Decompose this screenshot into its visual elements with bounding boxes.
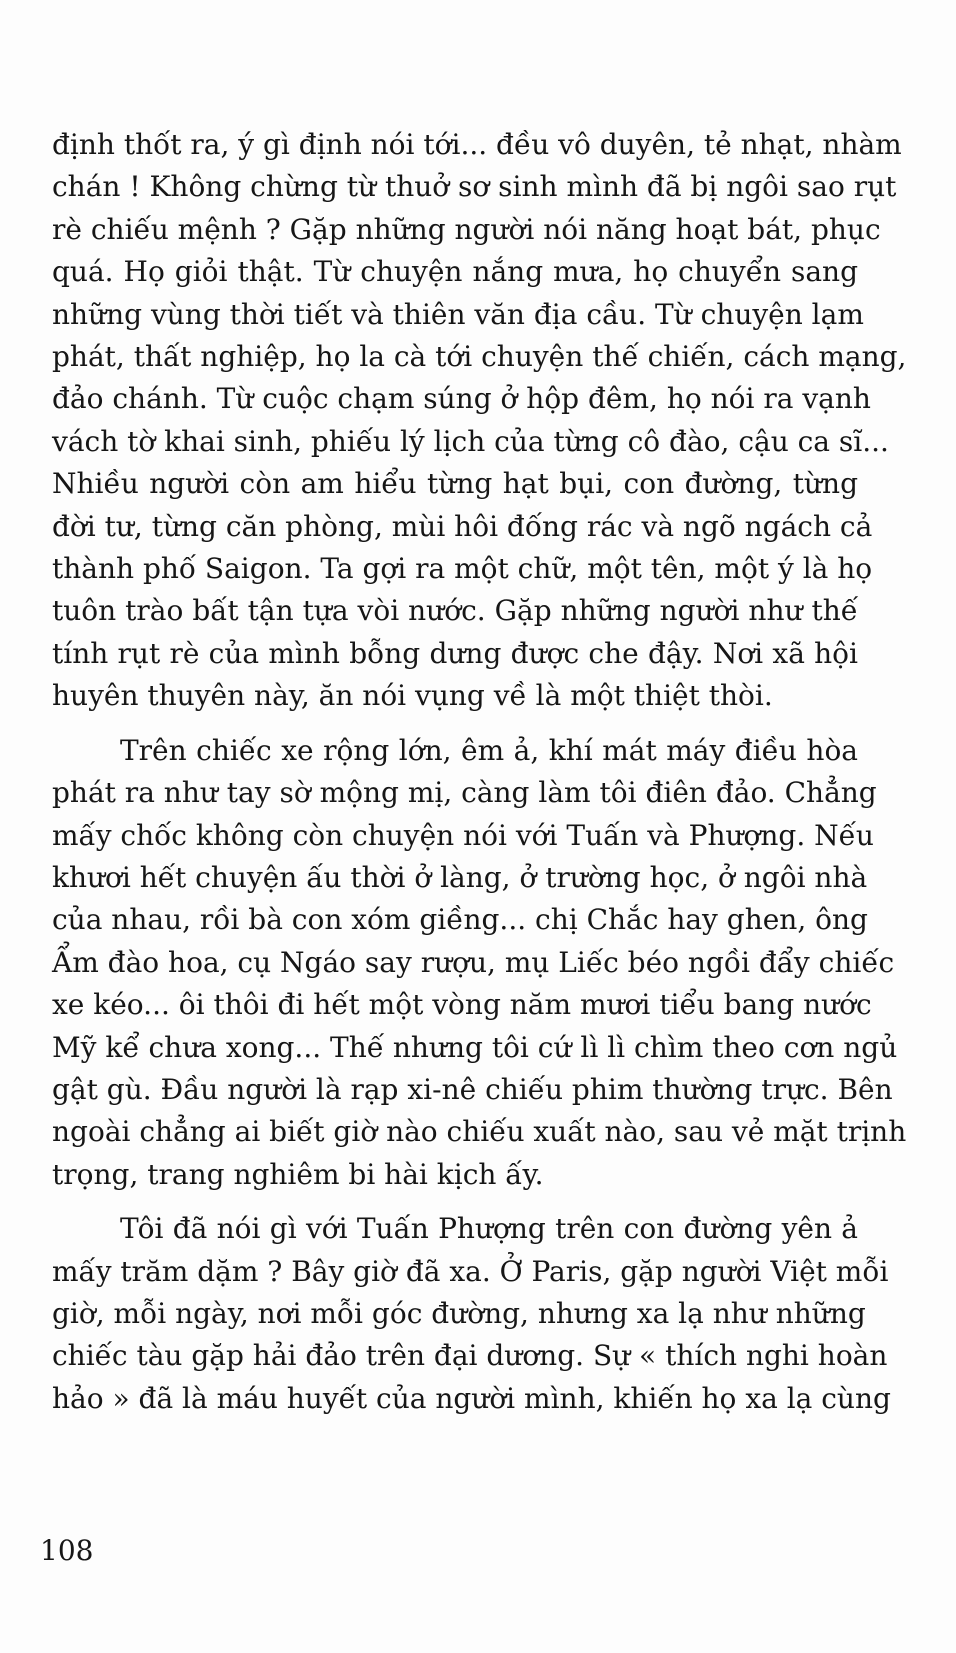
text-line: vách tờ khai sinh, phiếu lý lịch của từng cô đào, cậu ca sĩ... — [52, 424, 889, 458]
text-line: xe kéo... ôi thôi đi hết một vòng năm mươi tiểu bang nước — [52, 988, 872, 1022]
paragraph-2 — [52, 730, 907, 1196]
text-line: rè chiếu mệnh ? Gặp những người nói năng hoạt bát, phục — [52, 212, 881, 246]
text-line: giờ, mỗi ngày, nơi mỗi góc đường, nhưng xa lạ như những — [52, 1296, 866, 1330]
text-line: tuôn trào bất tận tựa vòi nước. Gặp những người như thế — [52, 594, 858, 628]
paragraph-spacer — [52, 1196, 858, 1208]
text-line: mấy chốc không còn chuyện nói với Tuấn và Phượng. Nếu — [52, 818, 874, 852]
text-line: ngoài chẳng ai biết giờ nào chiếu xuất nào, sau vẻ mặt trịnh — [52, 1115, 907, 1149]
text-line: đời tư, từng căn phòng, mùi hôi đống rác và ngõ ngách cả — [52, 509, 873, 543]
text-line: những vùng thời tiết và thiên văn địa cầu. Từ chuyện lạm — [52, 297, 864, 331]
body-text — [52, 124, 907, 1420]
text-line: Ẩm đào hoa, cụ Ngáo say rượu, mụ Liếc béo ngồi đẩy chiếc — [52, 945, 895, 979]
text-line: tính rụt rè của mình bỗng dưng được che đậy. Nơi xã hội — [52, 636, 858, 670]
text-line: chiếc tàu gặp hải đảo trên đại dương. Sự « thích nghi hoàn — [52, 1339, 888, 1373]
text-line: khươi hết chuyện ấu thời ở làng, ở trường học, ở ngôi nhà — [52, 860, 868, 894]
page-number: 108 — [40, 1534, 94, 1567]
text-line: trọng, trang nghiêm bi hài kịch ấy. — [52, 1157, 544, 1191]
text-line: huyên thuyên này, ăn nói vụng về là một thiệt thòi. — [52, 679, 773, 713]
text-line: gật gù. Đầu người là rạp xi-nê chiếu phim thường trực. Bên — [52, 1072, 893, 1106]
paragraph-3 — [52, 1208, 891, 1420]
text-line: Tôi đã nói gì với Tuấn Phượng trên con đường yên ả — [120, 1212, 858, 1246]
paragraph-1 — [52, 124, 907, 718]
text-line: phát ra như tay sờ mộng mị, càng làm tôi điên đảo. Chẳng — [52, 776, 877, 810]
text-line: quá. Họ giỏi thật. Từ chuyện nắng mưa, họ chuyển sang — [52, 255, 858, 289]
text-line: hảo » đã là máu huyết của người mình, khiến họ xa lạ cùng — [52, 1381, 891, 1415]
text-line: của nhau, rồi bà con xóm giềng... chị Chắc hay ghen, ông — [52, 903, 868, 937]
text-line: chán ! Không chừng từ thuở sơ sinh mình đã bị ngôi sao rụt — [52, 170, 897, 204]
text-line: phát, thất nghiệp, họ la cà tới chuyện thế chiến, cách mạng, — [52, 340, 907, 374]
text-line: Mỹ kể chưa xong... Thế nhưng tôi cứ lì lì chìm theo cơn ngủ — [52, 1030, 898, 1064]
text-line: đảo chánh. Từ cuộc chạm súng ở hộp đêm, họ nói ra vạnh — [52, 382, 871, 416]
paragraph-spacer — [52, 718, 858, 730]
text-line: Trên chiếc xe rộng lớn, êm ả, khí mát máy điều hòa — [120, 733, 858, 767]
text-line: thành phố Saigon. Ta gợi ra một chữ, một tên, một ý là họ — [52, 552, 873, 586]
text-line: Nhiều người còn am hiểu từng hạt bụi, con đường, từng — [52, 467, 858, 501]
text-line: mấy trăm dặm ? Bây giờ đã xa. Ở Paris, gặp người Việt mỗi — [52, 1254, 889, 1288]
text-line: định thốt ra, ý gì định nói tới... đều vô duyên, tẻ nhạt, nhàm — [52, 128, 902, 161]
